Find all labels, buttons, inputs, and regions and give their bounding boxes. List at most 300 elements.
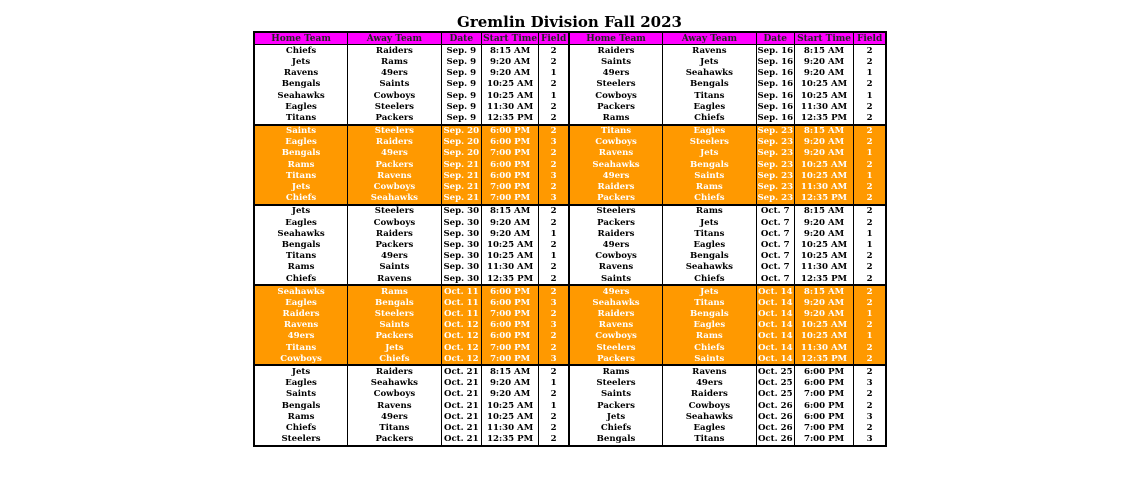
cell-start-time: 6:00 PM <box>481 137 538 148</box>
cell-away-team: Titans <box>663 90 757 101</box>
cell-field: 2 <box>854 112 886 124</box>
cell-home-team: Bengals <box>254 239 348 250</box>
cell-start-time: 6:00 PM <box>481 285 538 297</box>
cell-start-time: 10:25 AM <box>794 79 853 90</box>
cell-field: 2 <box>854 262 886 273</box>
table-row <box>254 262 886 273</box>
cell-home-team: 49ers <box>569 239 663 250</box>
cell-home-team: Packers <box>569 193 663 205</box>
cell-home-team: Chiefs <box>254 422 348 433</box>
cell-field: 1 <box>854 170 886 181</box>
cell-date: Sep. 21 <box>441 170 481 181</box>
cell-start-time: 10:25 AM <box>794 159 853 170</box>
cell-home-team: Saints <box>254 389 348 400</box>
cell-away-team: Raiders <box>348 137 442 148</box>
cell-home-team: Titans <box>254 112 348 124</box>
cell-start-time: 11:30 AM <box>481 101 538 112</box>
cell-field: 2 <box>854 193 886 205</box>
header-away-team: Away Team <box>348 32 442 45</box>
cell-field: 2 <box>539 422 569 433</box>
table-row <box>254 159 886 170</box>
cell-start-time: 7:00 PM <box>481 181 538 192</box>
cell-field: 1 <box>854 148 886 159</box>
cell-start-time: 7:00 PM <box>481 309 538 320</box>
cell-home-team: Cowboys <box>569 90 663 101</box>
cell-date: Sep. 9 <box>441 79 481 90</box>
cell-away-team: Eagles <box>663 101 757 112</box>
cell-date: Sep. 16 <box>757 45 794 56</box>
table-row <box>254 320 886 331</box>
cell-date: Oct. 7 <box>756 228 794 239</box>
cell-home-team: Raiders <box>569 181 663 192</box>
cell-home-team: Packers <box>569 353 663 365</box>
table-row <box>254 170 886 181</box>
cell-date: Oct. 11 <box>441 309 481 320</box>
table-row <box>254 239 886 250</box>
cell-home-team: Raiders <box>254 309 348 320</box>
cell-date: Sep. 21 <box>441 159 481 170</box>
cell-away-team: Bengals <box>663 309 757 320</box>
cell-date: Sep. 16 <box>757 112 794 123</box>
cell-field: 2 <box>539 159 569 170</box>
cell-date: Sep. 16 <box>757 79 794 90</box>
cell-field: 2 <box>854 342 886 353</box>
cell-start-time: 6:00 PM <box>794 400 853 411</box>
cell-date: Oct. 12 <box>441 320 481 331</box>
cell-away-team: Titans <box>663 297 757 308</box>
cell-start-time: 9:20 AM <box>794 309 853 320</box>
cell-field: 2 <box>539 125 569 137</box>
cell-home-team: Seahawks <box>254 90 348 101</box>
cell-start-time: 6:00 PM <box>481 125 538 137</box>
cell-start-time: 10:25 AM <box>481 239 538 250</box>
cell-home-team: Jets <box>254 56 348 67</box>
cell-date: Sep. 20 <box>441 137 481 148</box>
cell-field: 2 <box>539 79 569 90</box>
cell-field: 1 <box>539 228 569 239</box>
cell-home-team: Saints <box>569 273 663 285</box>
cell-away-team: Packers <box>348 112 442 124</box>
cell-away-team: Ravens <box>663 365 757 377</box>
cell-date: Oct. 12 <box>441 342 481 353</box>
cell-away-team: Raiders <box>348 365 442 377</box>
cell-date: Oct. 14 <box>757 342 793 353</box>
cell-home-team: Eagles <box>254 378 348 389</box>
cell-start-time: 8:15 AM <box>794 45 853 57</box>
cell-start-time: 10:25 AM <box>481 400 538 411</box>
cell-home-team: 49ers <box>569 68 663 79</box>
cell-home-team: Raiders <box>569 228 663 239</box>
cell-field: 3 <box>854 434 886 446</box>
cell-start-time: 9:20 AM <box>481 389 538 400</box>
cell-away-team: Jets <box>663 56 757 67</box>
cell-date: Oct. 7 <box>756 239 794 250</box>
cell-start-time: 6:00 PM <box>481 170 538 181</box>
cell-field: 2 <box>854 101 886 112</box>
cell-date: Sep. 9 <box>441 101 481 112</box>
cell-start-time: 7:00 PM <box>794 389 853 400</box>
cell-away-team: Jets <box>663 148 757 159</box>
cell-field: 2 <box>854 217 886 228</box>
cell-away-team: Ravens <box>348 400 442 411</box>
cell-away-team: Chiefs <box>663 342 757 353</box>
cell-away-team: Raiders <box>663 389 757 400</box>
cell-start-time: 6:00 PM <box>794 411 853 422</box>
cell-start-time: 7:00 PM <box>794 434 853 446</box>
cell-field: 2 <box>539 112 569 124</box>
cell-date: Oct. 25 <box>757 367 793 378</box>
cell-date: Oct. 11 <box>441 285 481 297</box>
table-row <box>254 411 886 422</box>
cell-away-team: Jets <box>348 342 442 353</box>
table-row <box>254 68 886 79</box>
cell-home-team: Steelers <box>569 378 663 389</box>
cell-home-team: Rams <box>254 262 348 273</box>
cell-date: Sep. 30 <box>441 217 481 228</box>
cell-away-team: Chiefs <box>348 353 442 365</box>
cell-start-time: 8:15 AM <box>794 205 853 217</box>
header-home-team-2: Home Team <box>569 32 663 45</box>
cell-date: Sep. 16 <box>757 90 794 101</box>
table-row <box>254 217 886 228</box>
cell-date: Oct. 12 <box>441 331 481 342</box>
cell-field: 2 <box>854 365 886 377</box>
table-row <box>254 112 886 124</box>
cell-field: 2 <box>539 285 569 297</box>
cell-date: Sep. 30 <box>441 262 481 273</box>
cell-home-team: Steelers <box>569 205 663 217</box>
cell-date: Sep. 30 <box>441 273 481 285</box>
cell-date: Oct. 21 <box>441 422 481 433</box>
cell-home-team: Ravens <box>569 148 663 159</box>
cell-date: Sep. 30 <box>441 239 481 250</box>
cell-start-time: 7:00 PM <box>481 148 538 159</box>
cell-start-time: 7:00 PM <box>481 342 538 353</box>
cell-start-time: 12:35 PM <box>794 353 853 365</box>
cell-date: Sep. 9 <box>441 112 481 124</box>
table-row <box>254 193 886 205</box>
header-field: Field <box>539 32 569 45</box>
cell-away-team: 49ers <box>348 251 442 262</box>
cell-start-time: 8:15 AM <box>481 365 538 377</box>
cell-home-team: Titans <box>254 342 348 353</box>
cell-home-team: Rams <box>254 159 348 170</box>
cell-home-team: Ravens <box>254 68 348 79</box>
cell-away-team: Steelers <box>348 309 442 320</box>
cell-date: Oct. 25 <box>757 378 793 389</box>
cell-field: 2 <box>854 297 886 308</box>
cell-home-team: Saints <box>569 56 663 67</box>
cell-field: 2 <box>539 239 569 250</box>
cell-date: Sep. 23 <box>757 137 794 148</box>
cell-home-team: Steelers <box>569 79 663 90</box>
cell-start-time: 7:00 PM <box>481 353 538 365</box>
cell-home-team: Titans <box>569 125 663 137</box>
cell-field: 3 <box>539 353 569 365</box>
table-row <box>254 434 886 446</box>
cell-away-team: Cowboys <box>663 400 757 411</box>
cell-home-team: Chiefs <box>569 422 663 433</box>
cell-field: 2 <box>854 353 886 365</box>
cell-away-team: Saints <box>663 353 757 365</box>
cell-field: 2 <box>854 159 886 170</box>
cell-field: 2 <box>854 45 886 57</box>
cell-home-team: Jets <box>254 365 348 377</box>
cell-home-team: Bengals <box>569 434 663 446</box>
cell-away-team: Eagles <box>663 422 757 433</box>
cell-field: 2 <box>854 181 886 192</box>
cell-home-team: Cowboys <box>569 251 663 262</box>
table-row <box>254 56 886 67</box>
cell-date: Oct. 21 <box>441 434 481 446</box>
cell-start-time: 9:20 AM <box>794 217 853 228</box>
cell-away-team: Chiefs <box>663 273 757 285</box>
cell-home-team: Chiefs <box>254 273 348 285</box>
cell-start-time: 12:35 PM <box>481 112 538 124</box>
cell-away-team: Seahawks <box>663 68 757 79</box>
cell-field: 2 <box>854 400 886 411</box>
cell-home-team: Seahawks <box>254 228 348 239</box>
cell-home-team: Packers <box>569 101 663 112</box>
cell-start-time: 8:15 AM <box>481 45 538 57</box>
cell-field: 2 <box>539 262 569 273</box>
cell-home-team: Cowboys <box>254 353 348 365</box>
cell-home-team: Ravens <box>569 262 663 273</box>
cell-away-team: Steelers <box>348 205 442 217</box>
cell-date: Sep. 23 <box>757 126 794 137</box>
cell-home-team: Jets <box>254 205 348 217</box>
cell-date: Sep. 20 <box>441 125 481 137</box>
table-row <box>254 148 886 159</box>
cell-date: Oct. 7 <box>756 273 794 285</box>
cell-date: Oct. 14 <box>757 331 793 342</box>
cell-away-team: Saints <box>348 79 442 90</box>
cell-date: Sep. 9 <box>441 56 481 67</box>
cell-field: 2 <box>539 181 569 192</box>
cell-start-time: 11:30 AM <box>794 101 853 112</box>
cell-away-team: Saints <box>348 320 442 331</box>
cell-start-time: 8:15 AM <box>794 125 853 137</box>
cell-away-team: Cowboys <box>348 217 442 228</box>
cell-away-team: Titans <box>348 422 442 433</box>
table-row <box>254 342 886 353</box>
cell-date: Oct. 21 <box>441 389 481 400</box>
cell-start-time: 12:35 PM <box>481 273 538 285</box>
cell-start-time: 10:25 AM <box>794 170 853 181</box>
cell-home-team: Packers <box>569 400 663 411</box>
cell-home-team: Jets <box>569 411 663 422</box>
cell-date: Oct. 14 <box>757 297 793 308</box>
cell-date: Sep. 23 <box>757 148 794 159</box>
cell-start-time: 10:25 AM <box>794 251 853 262</box>
cell-home-team: Saints <box>254 125 348 137</box>
cell-date: Sep. 23 <box>757 170 794 181</box>
cell-start-time: 8:15 AM <box>794 285 853 297</box>
cell-field: 2 <box>539 45 569 57</box>
cell-home-team: Eagles <box>254 137 348 148</box>
cell-away-team: Ravens <box>348 273 442 285</box>
cell-date: Sep. 30 <box>441 205 481 217</box>
cell-home-team: Bengals <box>254 400 348 411</box>
cell-away-team: Rams <box>348 56 442 67</box>
table-row <box>254 45 886 57</box>
cell-date: Oct. 14 <box>757 320 793 331</box>
cell-start-time: 9:20 AM <box>481 217 538 228</box>
table-row <box>254 228 886 239</box>
cell-away-team: Rams <box>663 205 757 217</box>
cell-start-time: 6:00 PM <box>481 159 538 170</box>
cell-date: Sep. 21 <box>441 193 481 205</box>
cell-field: 2 <box>539 411 569 422</box>
cell-away-team: Seahawks <box>663 411 757 422</box>
cell-start-time: 10:25 AM <box>481 251 538 262</box>
cell-away-team: Packers <box>348 434 442 446</box>
cell-field: 2 <box>854 389 886 400</box>
cell-home-team: Ravens <box>254 320 348 331</box>
cell-start-time: 11:30 AM <box>794 342 853 353</box>
header-date: Date <box>441 32 481 45</box>
cell-start-time: 12:35 PM <box>794 193 853 205</box>
cell-home-team: Steelers <box>254 434 348 446</box>
cell-field: 2 <box>854 205 886 217</box>
table-row <box>254 273 886 285</box>
cell-start-time: 11:30 AM <box>794 262 853 273</box>
cell-field: 2 <box>854 79 886 90</box>
cell-field: 3 <box>539 137 569 148</box>
cell-start-time: 9:20 AM <box>481 56 538 67</box>
cell-start-time: 11:30 AM <box>794 181 853 192</box>
cell-home-team: Bengals <box>254 148 348 159</box>
cell-field: 2 <box>854 137 886 148</box>
cell-away-team: Saints <box>663 170 757 181</box>
header-away-team-2: Away Team <box>663 32 757 45</box>
cell-start-time: 10:25 AM <box>481 411 538 422</box>
cell-date: Oct. 26 <box>757 434 793 445</box>
cell-start-time: 9:20 AM <box>481 378 538 389</box>
cell-date: Sep. 9 <box>441 90 481 101</box>
table-row <box>254 79 886 90</box>
cell-away-team: Seahawks <box>348 378 442 389</box>
table-row <box>254 422 886 433</box>
cell-home-team: Cowboys <box>569 137 663 148</box>
cell-start-time: 10:25 AM <box>481 79 538 90</box>
cell-away-team: Eagles <box>663 125 757 137</box>
cell-home-team: Eagles <box>254 217 348 228</box>
cell-field: 2 <box>539 309 569 320</box>
cell-away-team: 49ers <box>348 68 442 79</box>
cell-away-team: Rams <box>663 331 757 342</box>
cell-away-team: Jets <box>663 285 757 297</box>
cell-home-team: Titans <box>254 170 348 181</box>
cell-date: Oct. 14 <box>757 309 793 320</box>
cell-home-team: Bengals <box>254 79 348 90</box>
cell-home-team: Cowboys <box>569 331 663 342</box>
cell-home-team: Seahawks <box>569 297 663 308</box>
cell-away-team: Cowboys <box>348 389 442 400</box>
cell-home-team: Eagles <box>254 297 348 308</box>
cell-start-time: 7:00 PM <box>794 422 853 433</box>
cell-away-team: Seahawks <box>348 193 442 205</box>
cell-start-time: 10:25 AM <box>794 320 853 331</box>
cell-home-team: 49ers <box>569 285 663 297</box>
cell-away-team: Chiefs <box>663 112 757 124</box>
cell-date: Oct. 26 <box>757 400 793 411</box>
cell-field: 1 <box>854 331 886 342</box>
cell-away-team: Steelers <box>663 137 757 148</box>
cell-home-team: Seahawks <box>569 159 663 170</box>
cell-date: Oct. 12 <box>441 353 481 365</box>
cell-away-team: Bengals <box>663 79 757 90</box>
cell-date: Sep. 30 <box>441 228 481 239</box>
cell-date: Sep. 23 <box>757 182 794 193</box>
cell-field: 3 <box>539 193 569 205</box>
cell-home-team: Chiefs <box>254 193 348 205</box>
page-title: Gremlin Division Fall 2023 <box>457 13 682 31</box>
cell-start-time: 9:20 AM <box>794 68 853 79</box>
cell-field: 2 <box>539 56 569 67</box>
cell-date: Oct. 21 <box>441 400 481 411</box>
cell-field: 2 <box>539 273 569 285</box>
cell-field: 3 <box>854 411 886 422</box>
cell-date: Oct. 7 <box>756 217 794 228</box>
cell-away-team: Rams <box>348 285 442 297</box>
table-row <box>254 353 886 365</box>
cell-date: Sep. 30 <box>441 251 481 262</box>
table-row <box>254 125 886 137</box>
cell-start-time: 9:20 AM <box>481 228 538 239</box>
cell-field: 2 <box>854 422 886 433</box>
table-row <box>254 378 886 389</box>
cell-start-time: 9:20 AM <box>794 137 853 148</box>
header-start-time: Start Time <box>483 33 538 44</box>
cell-date: Oct. 26 <box>757 411 793 422</box>
cell-date: Oct. 11 <box>441 297 481 308</box>
table-row <box>254 331 886 342</box>
table-row <box>254 90 886 101</box>
cell-away-team: Steelers <box>348 101 442 112</box>
cell-home-team: Ravens <box>569 320 663 331</box>
cell-date: Oct. 14 <box>757 353 793 364</box>
cell-away-team: Eagles <box>663 239 757 250</box>
table-row <box>254 309 886 320</box>
cell-field: 2 <box>539 217 569 228</box>
table-row <box>254 251 886 262</box>
table-row <box>254 365 886 377</box>
cell-field: 2 <box>539 342 569 353</box>
cell-date: Sep. 16 <box>757 101 794 112</box>
cell-start-time: 9:20 AM <box>794 228 853 239</box>
cell-start-time: 12:35 PM <box>794 273 853 285</box>
cell-away-team: Bengals <box>663 251 757 262</box>
table-row <box>254 101 886 112</box>
cell-start-time: 12:35 PM <box>794 112 853 124</box>
cell-field: 2 <box>854 285 886 297</box>
cell-field: 1 <box>539 378 569 389</box>
cell-start-time: 7:00 PM <box>481 193 538 205</box>
cell-away-team: Bengals <box>348 297 442 308</box>
cell-field: 3 <box>854 378 886 389</box>
cell-away-team: Raiders <box>348 228 442 239</box>
cell-home-team: Chiefs <box>254 45 348 57</box>
cell-away-team: Saints <box>348 262 442 273</box>
cell-home-team: Steelers <box>569 342 663 353</box>
cell-start-time: 11:30 AM <box>481 262 538 273</box>
cell-home-team: Jets <box>254 181 348 192</box>
cell-field: 2 <box>539 205 569 217</box>
header-date-2: Date <box>756 32 794 45</box>
schedule-body <box>254 45 886 446</box>
cell-field: 1 <box>539 400 569 411</box>
